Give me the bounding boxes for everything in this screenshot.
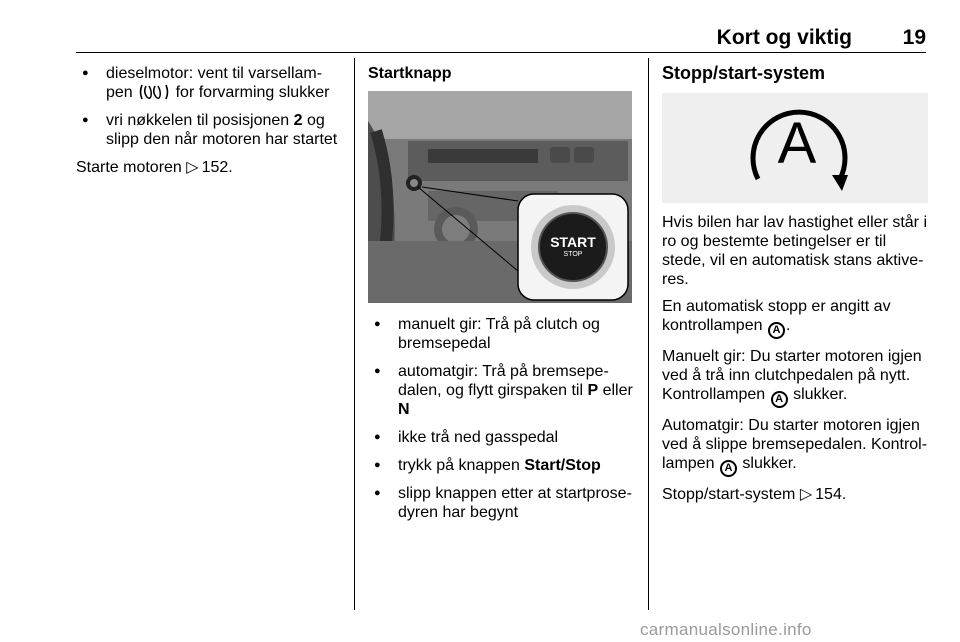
paragraph-text-after: . [785, 317, 791, 334]
paragraph-text-after: slukker. [793, 386, 848, 403]
section-heading-stopp-start: Stopp/start-system [662, 63, 826, 83]
start-button-photo [368, 91, 632, 303]
reference-label: Starte motoren [76, 159, 182, 176]
header-rule [76, 52, 926, 53]
reference-page: 152. [201, 159, 233, 176]
page-ref-icon: ▷ [186, 159, 199, 176]
section-heading-startknapp: Startknapp [368, 65, 452, 82]
bullet-text-mid: eller [602, 382, 633, 399]
column-1 [76, 64, 346, 185]
bullet-text-after: for forvarming slukker [175, 84, 330, 101]
list-item [368, 315, 636, 353]
paragraph-text: En automatisk stopp er angitt av kontrollampen [662, 298, 891, 334]
gear-n: N [398, 401, 410, 418]
list-item [368, 484, 636, 522]
paragraph [662, 347, 930, 408]
start-stop-label: Start/Stop [524, 457, 601, 474]
bullet-text: slipp knappen etter at startprose-dyren har begynt [398, 485, 632, 521]
paragraph: Hvis bilen har lav hastighet eller står i ro og bestemte betingelser er til stede, vil en automatisk stans aktive-res. [662, 214, 928, 288]
bullet-text: vri nøkkelen til posisjonen [106, 112, 290, 129]
bullet-text-after: og slipp den når motoren har startet [106, 112, 338, 148]
list-item [368, 428, 636, 447]
cross-reference[interactable] [76, 158, 346, 177]
cross-reference[interactable] [662, 485, 930, 504]
auto-stop-symbol-illustration [662, 93, 928, 203]
gear-p: P [587, 382, 599, 399]
list-item [76, 64, 346, 102]
list-item [368, 456, 636, 475]
column-3 [662, 64, 930, 512]
paragraph-text-after: slukker. [742, 455, 797, 472]
position-value: 2 [293, 112, 303, 129]
reference-label: Stopp/start-system [662, 486, 796, 503]
page-header-title: Kort og viktig [716, 26, 852, 49]
column-divider-left [354, 58, 355, 610]
list-item [368, 362, 636, 419]
paragraph [662, 416, 930, 477]
glow-plug-icon [139, 83, 169, 101]
auto-stop-indicator-icon: A [771, 391, 788, 408]
auto-stop-indicator-icon: A [768, 322, 785, 339]
bullet-text: ikke trå ned gasspedal [398, 429, 559, 446]
bullet-text: dieselmotor: vent til varsellam-pen [106, 65, 323, 101]
paragraph-text: Manuelt gir: Du starter motoren igjen ved å trå inn clutchpedalen på nytt. Kontrollampen [662, 348, 922, 403]
start-button-label: START [550, 234, 596, 250]
bullet-text: trykk på knappen [398, 457, 520, 474]
page-number: 19 [902, 26, 926, 49]
column-divider-right [648, 58, 649, 610]
list-item [76, 111, 346, 149]
column-2 [368, 64, 636, 531]
auto-stop-symbol-letter: A [777, 111, 817, 176]
paragraph-text: Automatgir: Du starter motoren igjen ved å slippe bremsepedalen. Kontrol-lampen [662, 417, 928, 472]
auto-stop-indicator-icon: A [720, 460, 737, 477]
paragraph [662, 297, 930, 339]
page-ref-icon: ▷ [799, 486, 813, 503]
watermark: carmanualsonline.info [640, 620, 812, 639]
stop-button-label: STOP [563, 251, 583, 258]
bullet-text: automatgir: Trå på bremsepe-dalen, og flytt girspaken til [398, 363, 609, 399]
bullet-text: manuelt gir: Trå på clutch og bremsepedal [398, 316, 600, 352]
reference-page: 154. [815, 486, 847, 503]
